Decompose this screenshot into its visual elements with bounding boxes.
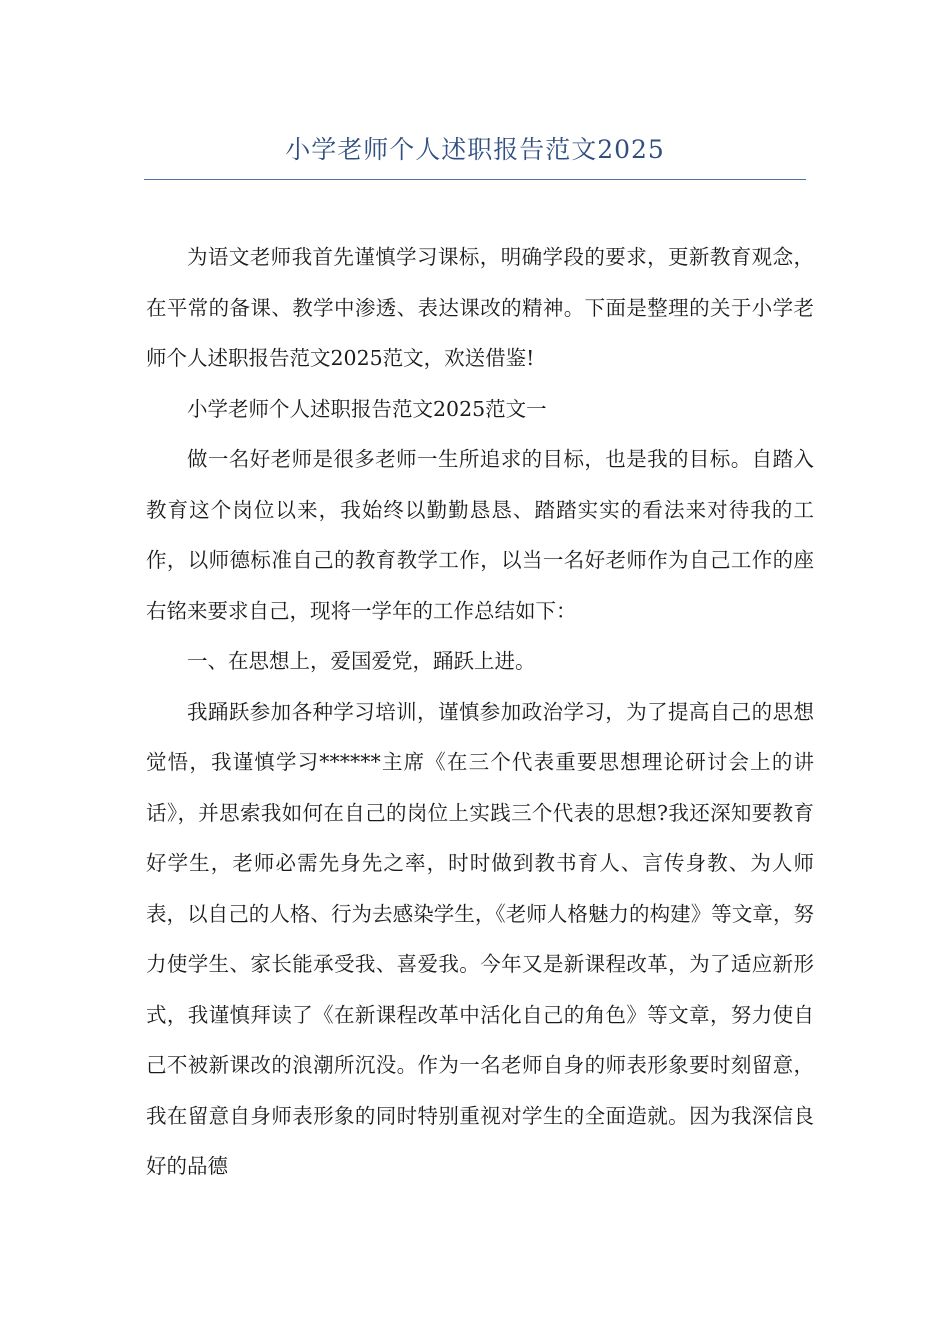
- paragraph-intro: 为语文老师我首先谨慎学习课标，明确学段的要求，更新教育观念，在平常的备课、教学中渗透、表达课改的精神。下面是整理的关于小学老师个人述职报告范文2025范文，欢送借鉴!: [146, 245, 814, 370]
- document-body: [146, 232, 814, 1192]
- paragraph-section-heading: 小学老师个人述职报告范文2025范文一: [187, 396, 547, 421]
- document-title: 小学老师个人述职报告范文2025: [285, 135, 665, 164]
- paragraph-goal: 做一名好老师是很多老师一生所追求的目标，也是我的目标。自踏入教育这个岗位以来，我始终以勤勤恳恳、踏踏实实的看法来对待我的工作，以师德标准自己的教育教学工作，以当一名好老师作为自己工作的座右铭来要求自己，现将一学年的工作总结如下：: [146, 447, 814, 623]
- paragraph-study: 我踊跃参加各种学习培训，谨慎参加政治学习，为了提高自己的思想觉悟，我谨慎学习******主席《在三个代表重要思想理论研讨会上的讲话》，并思索我如何在自己的岗位上实践三个代表的思想?我还深知要教育好学生，老师必需先身先之率，时时做到教书育人、言传身教、为人师表，以自己的人格、行为去感染学生，《老师人格魅力的构建》等文章，努力使学生、家长能承受我、喜爱我。今年又是新课程改革，为了适应新形式，我谨慎拜读了《在新课程改革中活化自己的角色》等文章，努力使自己不被新课改的浪潮所沉没。作为一名老师自身的师表形象要时刻留意，我在留意自身师表形象的同时特别重视对学生的全面造就。因为我深信良好的品德: [146, 699, 814, 1178]
- paragraph-subheading-thought: 一、在思想上，爱国爱党，踊跃上进。: [187, 649, 536, 673]
- title-underline: [144, 179, 806, 180]
